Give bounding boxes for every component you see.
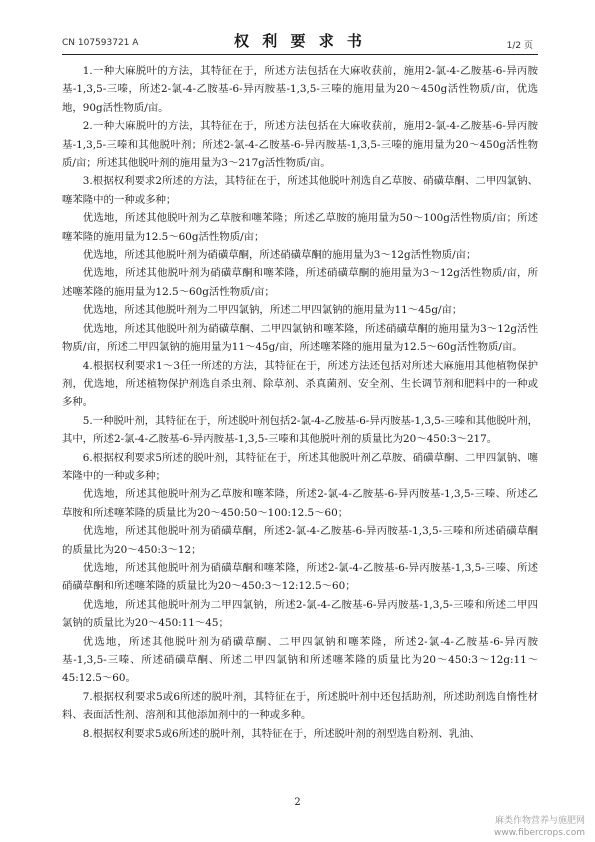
header-divider	[62, 54, 538, 55]
claim-paragraph: 7.根据权利要求5或6所述的脱叶剂，其特征在于，所述脱叶剂中还包括助剂，所述助剂选自惰性材料、表面活性剂、溶剂和其他添加剂中的一种或多种。	[62, 690, 538, 722]
claim-paragraph: 优选地，所述其他脱叶剂为乙草胺和噻苯隆；所述乙草胺的施用量为50～100g活性物质/亩；所述噻苯隆的施用量为12.5～60g活性物质/亩；	[62, 212, 538, 243]
watermark-url: www.fibercrops.com	[494, 828, 585, 838]
page-counter: 1/2 页	[506, 41, 533, 51]
claims-body	[62, 62, 538, 743]
watermark-title: 麻类作物营养与施肥网	[494, 816, 585, 826]
claim-paragraph: 优选地，所述其他脱叶剂为硝磺草酮，所述硝磺草酮的施用量为3～12g活性物质/亩；	[82, 249, 477, 262]
claim-paragraph: 1.一种大麻脱叶的方法，其特征在于，所述方法包括在大麻收获前，施用2-氯-4-乙胺基-6-异丙胺基-1,3,5-三嗪，所述2-氯-4-乙胺基-6-异丙胺基-1,3,5-三嗪的施用量为20～450g活性物质/亩，优选地，90g活性物质/亩。	[62, 65, 538, 114]
claim-paragraph: 5.一种脱叶剂，其特征在于，所述脱叶剂包括2-氯-4-乙胺基-6-异丙胺基-1,3,5-三嗪和其他脱叶剂，其中，所述2-氯-4-乙胺基-6-异丙胺基-1,3,5-三嗪和其他脱叶剂的质量比为20～450:3～217。	[62, 414, 538, 446]
publication-number: CN 107593721 A	[62, 38, 139, 48]
claim-paragraph: 优选地，所述其他脱叶剂为二甲四氯钠，所述2-氯-4-乙胺基-6-异丙胺基-1,3,5-三嗪和所述二甲四氯钠的质量比为20～450:11～45；	[62, 598, 538, 630]
document-title: 权 利 要 求 书	[234, 32, 366, 50]
page-number: 2	[294, 797, 301, 808]
claim-paragraph: 3.根据权利要求2所述的方法，其特征在于，所述其他脱叶剂选自乙草胺、硝磺草酮、二甲四氯钠、噻苯隆中的一种或多种；	[62, 175, 538, 206]
site-watermark	[494, 815, 585, 839]
claim-paragraph: 优选地，所述其他脱叶剂为硝磺草酮、二甲四氯钠和噻苯隆，所述硝磺草酮的施用量为3～12g活性物质/亩，所述二甲四氯钠的施用量为11～45g/亩，所述噻苯隆的施用量为12.5～60g活性物质/亩。	[62, 322, 538, 354]
claim-paragraph: 4.根据权利要求1～3任一所述的方法，其特征在于，所述方法还包括对所述大麻施用其他植物保护剂，优选地，所述植物保护剂选自杀虫剂、除草剂、杀真菌剂、安全剂、生长调节剂和肥料中的一种或多种。	[62, 359, 538, 409]
claim-paragraph: 优选地，所述其他脱叶剂为硝磺草酮、二甲四氯钠和噻苯隆，所述2-氯-4-乙胺基-6-异丙胺基-1,3,5-三嗪、所述硝磺草酮、所述二甲四氯钠和所述噻苯隆的质量比为20～450:3～12g:11～45:12.5～60。	[62, 635, 538, 685]
claim-paragraph: 优选地，所述其他脱叶剂为硝磺草酮，所述2-氯-4-乙胺基-6-异丙胺基-1,3,5-三嗪和所述硝磺草酮的质量比为20～450:3～12；	[62, 525, 538, 556]
claim-paragraph: 优选地，所述其他脱叶剂为硝磺草酮和噻苯隆，所述2-氯-4-乙胺基-6-异丙胺基-1,3,5-三嗪、所述硝磺草酮和所述噻苯隆的质量比为20～450:3～12:12.5～60；	[62, 561, 538, 593]
claim-paragraph: 6.根据权利要求5所述的脱叶剂，其特征在于，所述其他脱叶剂乙草胺、硝磺草酮、二甲四氯钠、噻苯隆中的一种或多种；	[62, 451, 538, 482]
claim-paragraph: 2.一种大麻脱叶的方法，其特征在于，所述方法包括在大麻收获前，施用2-氯-4-乙胺基-6-异丙胺基-1,3,5-三嗪和其他脱叶剂；所述2-氯-4-乙胺基-6-异丙胺基-1,3,5-三嗪的施用量为20～450g活性物质/亩；所述其他脱叶剂的施用量为3～217g活性物质/亩。	[62, 120, 538, 170]
claim-paragraph: 8.根据权利要求5或6所述的脱叶剂，其特征在于，所述脱叶剂的剂型选自粉剂、乳油、	[82, 727, 480, 740]
claim-paragraph: 优选地，所述其他脱叶剂为二甲四氯钠，所述二甲四氯钠的施用量为11～45g/亩；	[82, 304, 463, 317]
claim-paragraph: 优选地，所述其他脱叶剂为硝磺草酮和噻苯隆，所述硝磺草酮的施用量为3～12g活性物质/亩，所述噻苯隆的施用量为12.5～60g活性物质/亩；	[62, 267, 538, 298]
claim-paragraph: 优选地，所述其他脱叶剂为乙草胺和噻苯隆，所述2-氯-4-乙胺基-6-异丙胺基-1,3,5-三嗪、所述乙草胺和所述噻苯隆的质量比为20～450:50～100:12.5～60；	[62, 488, 538, 519]
